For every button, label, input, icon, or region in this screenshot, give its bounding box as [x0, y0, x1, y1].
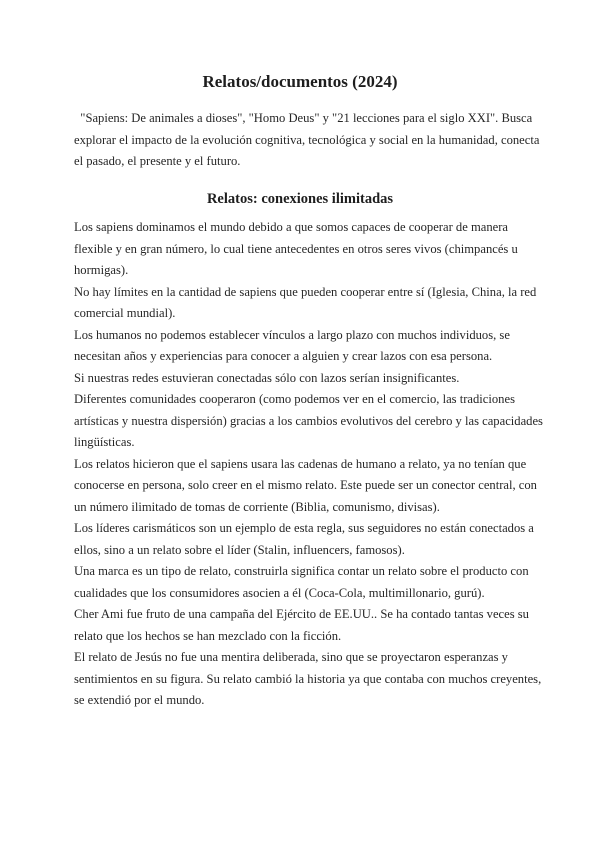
body-paragraph: Una marca es un tipo de relato, construirla significa contar un relato sobre el producto con cualidades que los consumidores asocien a él (Coca-Cola, multimillonario, gurú).: [74, 564, 529, 600]
body-paragraph: Los humanos no podemos establecer vínculos a largo plazo con muchos individuos, se necesitan años y experiencias para conocer a alguien y crear lazos con esa persona.: [74, 327, 510, 363]
body-paragraph: El relato de Jesús no fue una mentira deliberada, sino que se proyectaron esperanzas y sentimientos en su figura. Su relato cambió la historia ya que contaba con muchos creyentes, se extendió por el mundo.: [74, 650, 542, 707]
body-paragraph: Cher Ami fue fruto de una campaña del Ejército de EE.UU.. Se ha contado tantas veces su relato que los hechos se han mezclado con la ficción.: [74, 607, 529, 643]
body-paragraph: No hay límites en la cantidad de sapiens que pueden cooperar entre sí (Iglesia, China, la red comercial mundial).: [74, 284, 537, 320]
body-paragraph: Diferentes comunidades cooperaron (como podemos ver en el comercio, las tradiciones artísticas y nuestra dispersión) gracias a los cambios evolutivos del cerebro y las capacidades lingüísticas.: [74, 392, 543, 449]
section-body: [74, 217, 544, 712]
intro-paragraph: "Sapiens: De animales a dioses", "Homo Deus" y "21 lecciones para el siglo XXI". Busca explorar el impacto de la evolución cognitiva, tecnológica y social en la humanidad, conecta el pasado, el presente y el futuro.: [74, 111, 543, 168]
body-paragraph: Los líderes carismáticos son un ejemplo de esta regla, sus seguidores no están conectados a ellos, sino a un relato sobre el líder (Stalin, influencers, famosos).: [74, 521, 534, 557]
body-paragraph: Los sapiens dominamos el mundo debido a que somos capaces de cooperar de manera flexible y en gran número, lo cual tiene antecedentes en otros seres vivos (chimpancés u hormigas).: [74, 220, 518, 277]
body-paragraph: Los relatos hicieron que el sapiens usara las cadenas de humano a relato, ya no tenían que conocerse en persona, solo creer en el mismo relato. Este puede ser un conector central, con un número ilimitado de tomas de corriente (Biblia, comunismo, divisas).: [74, 456, 537, 514]
section-heading: Relatos: conexiones ilimitadas: [206, 191, 394, 207]
document-title: Relatos/documentos (2024): [202, 72, 398, 91]
body-paragraph: Si nuestras redes estuvieran conectadas sólo con lazos serían insignificantes.: [74, 370, 460, 385]
